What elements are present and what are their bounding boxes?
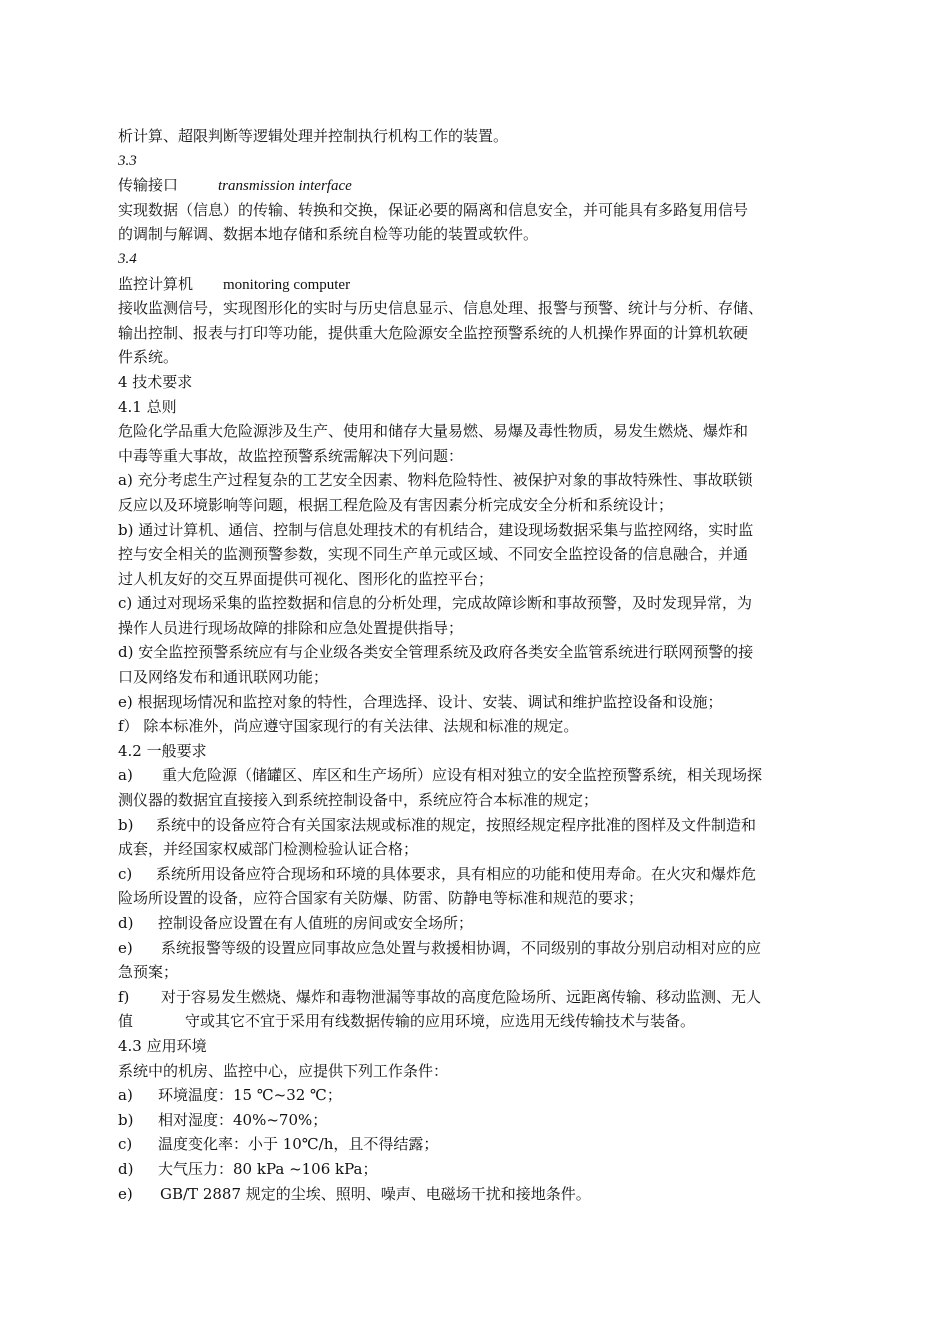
list-item-line: f） 除本标准外，尚应遵守国家现行的有关法律、法规和标准的规定。 bbox=[118, 717, 579, 736]
list-item-line: c) 通过对现场采集的监控数据和信息的分析处理，完成故障诊断和事故预警，及时发现异常，为 bbox=[118, 594, 753, 613]
list-item-line: c) 系统所用设备应符合现场和环境的具体要求，具有相应的功能和使用寿命。在火灾和爆炸危 bbox=[118, 862, 840, 887]
list-item-line: d) 安全监控预警系统应有与企业级各类安全管理系统及政府各类安全监管系统进行联网预警的接 bbox=[118, 643, 754, 662]
list-item-line: b) 相对湿度：40%~70%； bbox=[118, 1108, 840, 1133]
list-label: d) bbox=[118, 1159, 134, 1178]
list-item-line: e) GB/T 2887 规定的尘埃、照明、噪声、电磁场干扰和接地条件。 bbox=[118, 1182, 840, 1207]
list-item-line: a) 重大危险源（储罐区、库区和生产场所）应设有相对独立的安全监控预警系统，相关现场探 bbox=[118, 763, 840, 788]
document-page bbox=[118, 124, 840, 1206]
text-line: 危险化学品重大危险源涉及生产、使用和储存大量易燃、易爆及毒性物质，易发生燃烧、爆炸和 bbox=[118, 422, 749, 441]
list-label: e) bbox=[118, 1184, 133, 1203]
section-heading: 4.1 总则 bbox=[118, 397, 177, 416]
list-item-line: a) 环境温度：15 ℃~32 ℃； bbox=[118, 1083, 840, 1108]
term-cn: 传输接口 bbox=[118, 176, 179, 195]
list-item-line: 口及网络发布和通讯联网功能； bbox=[118, 668, 329, 687]
term-en: transmission interface bbox=[218, 178, 352, 195]
list-label: b) bbox=[118, 815, 134, 834]
list-item-line: e) 根据现场情况和监控对象的特性，合理选择、设计、安装、调试和维护监控设备和设施； bbox=[118, 692, 723, 711]
term-en: monitoring computer bbox=[223, 276, 351, 293]
list-item-line: a) 充分考虑生产过程复杂的工艺安全因素、物料危险特性、被保护对象的事故特殊性、事故联锁 bbox=[118, 471, 753, 490]
list-item-line: d) 大气压力：80 kPa ~106 kPa； bbox=[118, 1157, 840, 1182]
text-line: 实现数据（信息）的传输、转换和交换，保证必要的隔离和信息安全，并可能具有多路复用信号 bbox=[118, 200, 749, 219]
list-label: e) bbox=[118, 938, 133, 957]
list-label: b) bbox=[118, 1110, 134, 1129]
section-number: 3.4 bbox=[118, 250, 137, 267]
list-item-line: 过人机友好的交互界面提供可视化、图形化的监控平台； bbox=[118, 569, 494, 588]
list-item-line: 急预案； bbox=[118, 963, 179, 982]
term-cn: 监控计算机 bbox=[118, 274, 194, 293]
text-line: 的调制与解调、数据本地存储和系统自检等功能的装置或软件。 bbox=[118, 225, 539, 244]
list-item-line: e) 系统报警等级的设置应同事故应急处置与救援相协调，不同级别的事故分别启动相对应的应 bbox=[118, 936, 840, 961]
list-label: a) bbox=[118, 1086, 133, 1105]
chapter-heading: 4 技术要求 bbox=[118, 372, 193, 391]
list-label: a) bbox=[118, 766, 133, 785]
list-item-line: b) 通过计算机、通信、控制与信息处理技术的有机结合，建设现场数据采集与监控网络，实时监 bbox=[118, 520, 754, 539]
list-label: c) bbox=[118, 1135, 133, 1154]
list-item-line: 控与安全相关的监测预警参数，实现不同生产单元或区域、不同安全监控设备的信息融合，并通 bbox=[118, 545, 749, 564]
list-item-line: 险场所设置的设备，应符合国家有关防爆、防雷、防静电等标准和规范的要求； bbox=[118, 889, 644, 908]
list-label: c) bbox=[118, 864, 133, 883]
text-line: 输出控制、报表与打印等功能，提供重大危险源安全监控预警系统的人机操作界面的计算机软硬 bbox=[118, 323, 749, 342]
text-line: 析计算、超限判断等逻辑处理并控制执行机构工作的装置。 bbox=[118, 127, 509, 145]
text-line: 接收监测信号，实现图形化的实时与历史信息显示、信息处理、报警与预警、统计与分析、存储、 bbox=[118, 299, 764, 318]
text-line: 系统中的机房、监控中心，应提供下列工作条件： bbox=[118, 1061, 449, 1080]
list-item-line: 值 守或其它不宜于采用有线数据传输的应用环境，应选用无线传输技术与装备。 bbox=[118, 1012, 696, 1031]
text-line: 件系统。 bbox=[118, 348, 179, 367]
list-item-line: 反应以及环境影响等问题，根据工程危险及有害因素分析完成安全分析和系统设计； bbox=[118, 495, 674, 514]
section-heading: 4.3 应用环境 bbox=[118, 1036, 207, 1055]
text-line: 中毒等重大事故，故监控预警系统需解决下列问题： bbox=[118, 446, 464, 465]
list-item-line: c) 温度变化率：小于 10℃/h，且不得结露； bbox=[118, 1132, 840, 1157]
list-label: d) bbox=[118, 914, 134, 932]
list-item-line: f) 对于容易发生燃烧、爆炸和毒物泄漏等事故的高度危险场所、远距离传输、移动监测、无人 bbox=[118, 985, 840, 1010]
term-heading bbox=[118, 173, 840, 198]
list-item-line: d) 控制设备应设置在有人值班的房间或安全场所； bbox=[118, 911, 840, 936]
list-item-line: 测仪器的数据宜直接接入到系统控制设备中，系统应符合本标准的规定； bbox=[118, 791, 599, 810]
list-item-line: 成套，并经国家权威部门检测检验认证合格； bbox=[118, 840, 419, 859]
section-number: 3.3 bbox=[118, 152, 137, 169]
term-heading bbox=[118, 272, 840, 297]
section-heading: 4.2 一般要求 bbox=[118, 741, 207, 760]
list-label: f) bbox=[118, 987, 130, 1006]
list-item-line: 操作人员进行现场故障的排除和应急处置提供指导； bbox=[118, 618, 464, 637]
list-item-line: b) 系统中的设备应符合有关国家法规或标准的规定，按照经规定程序批准的图样及文件制造和 bbox=[118, 813, 840, 838]
